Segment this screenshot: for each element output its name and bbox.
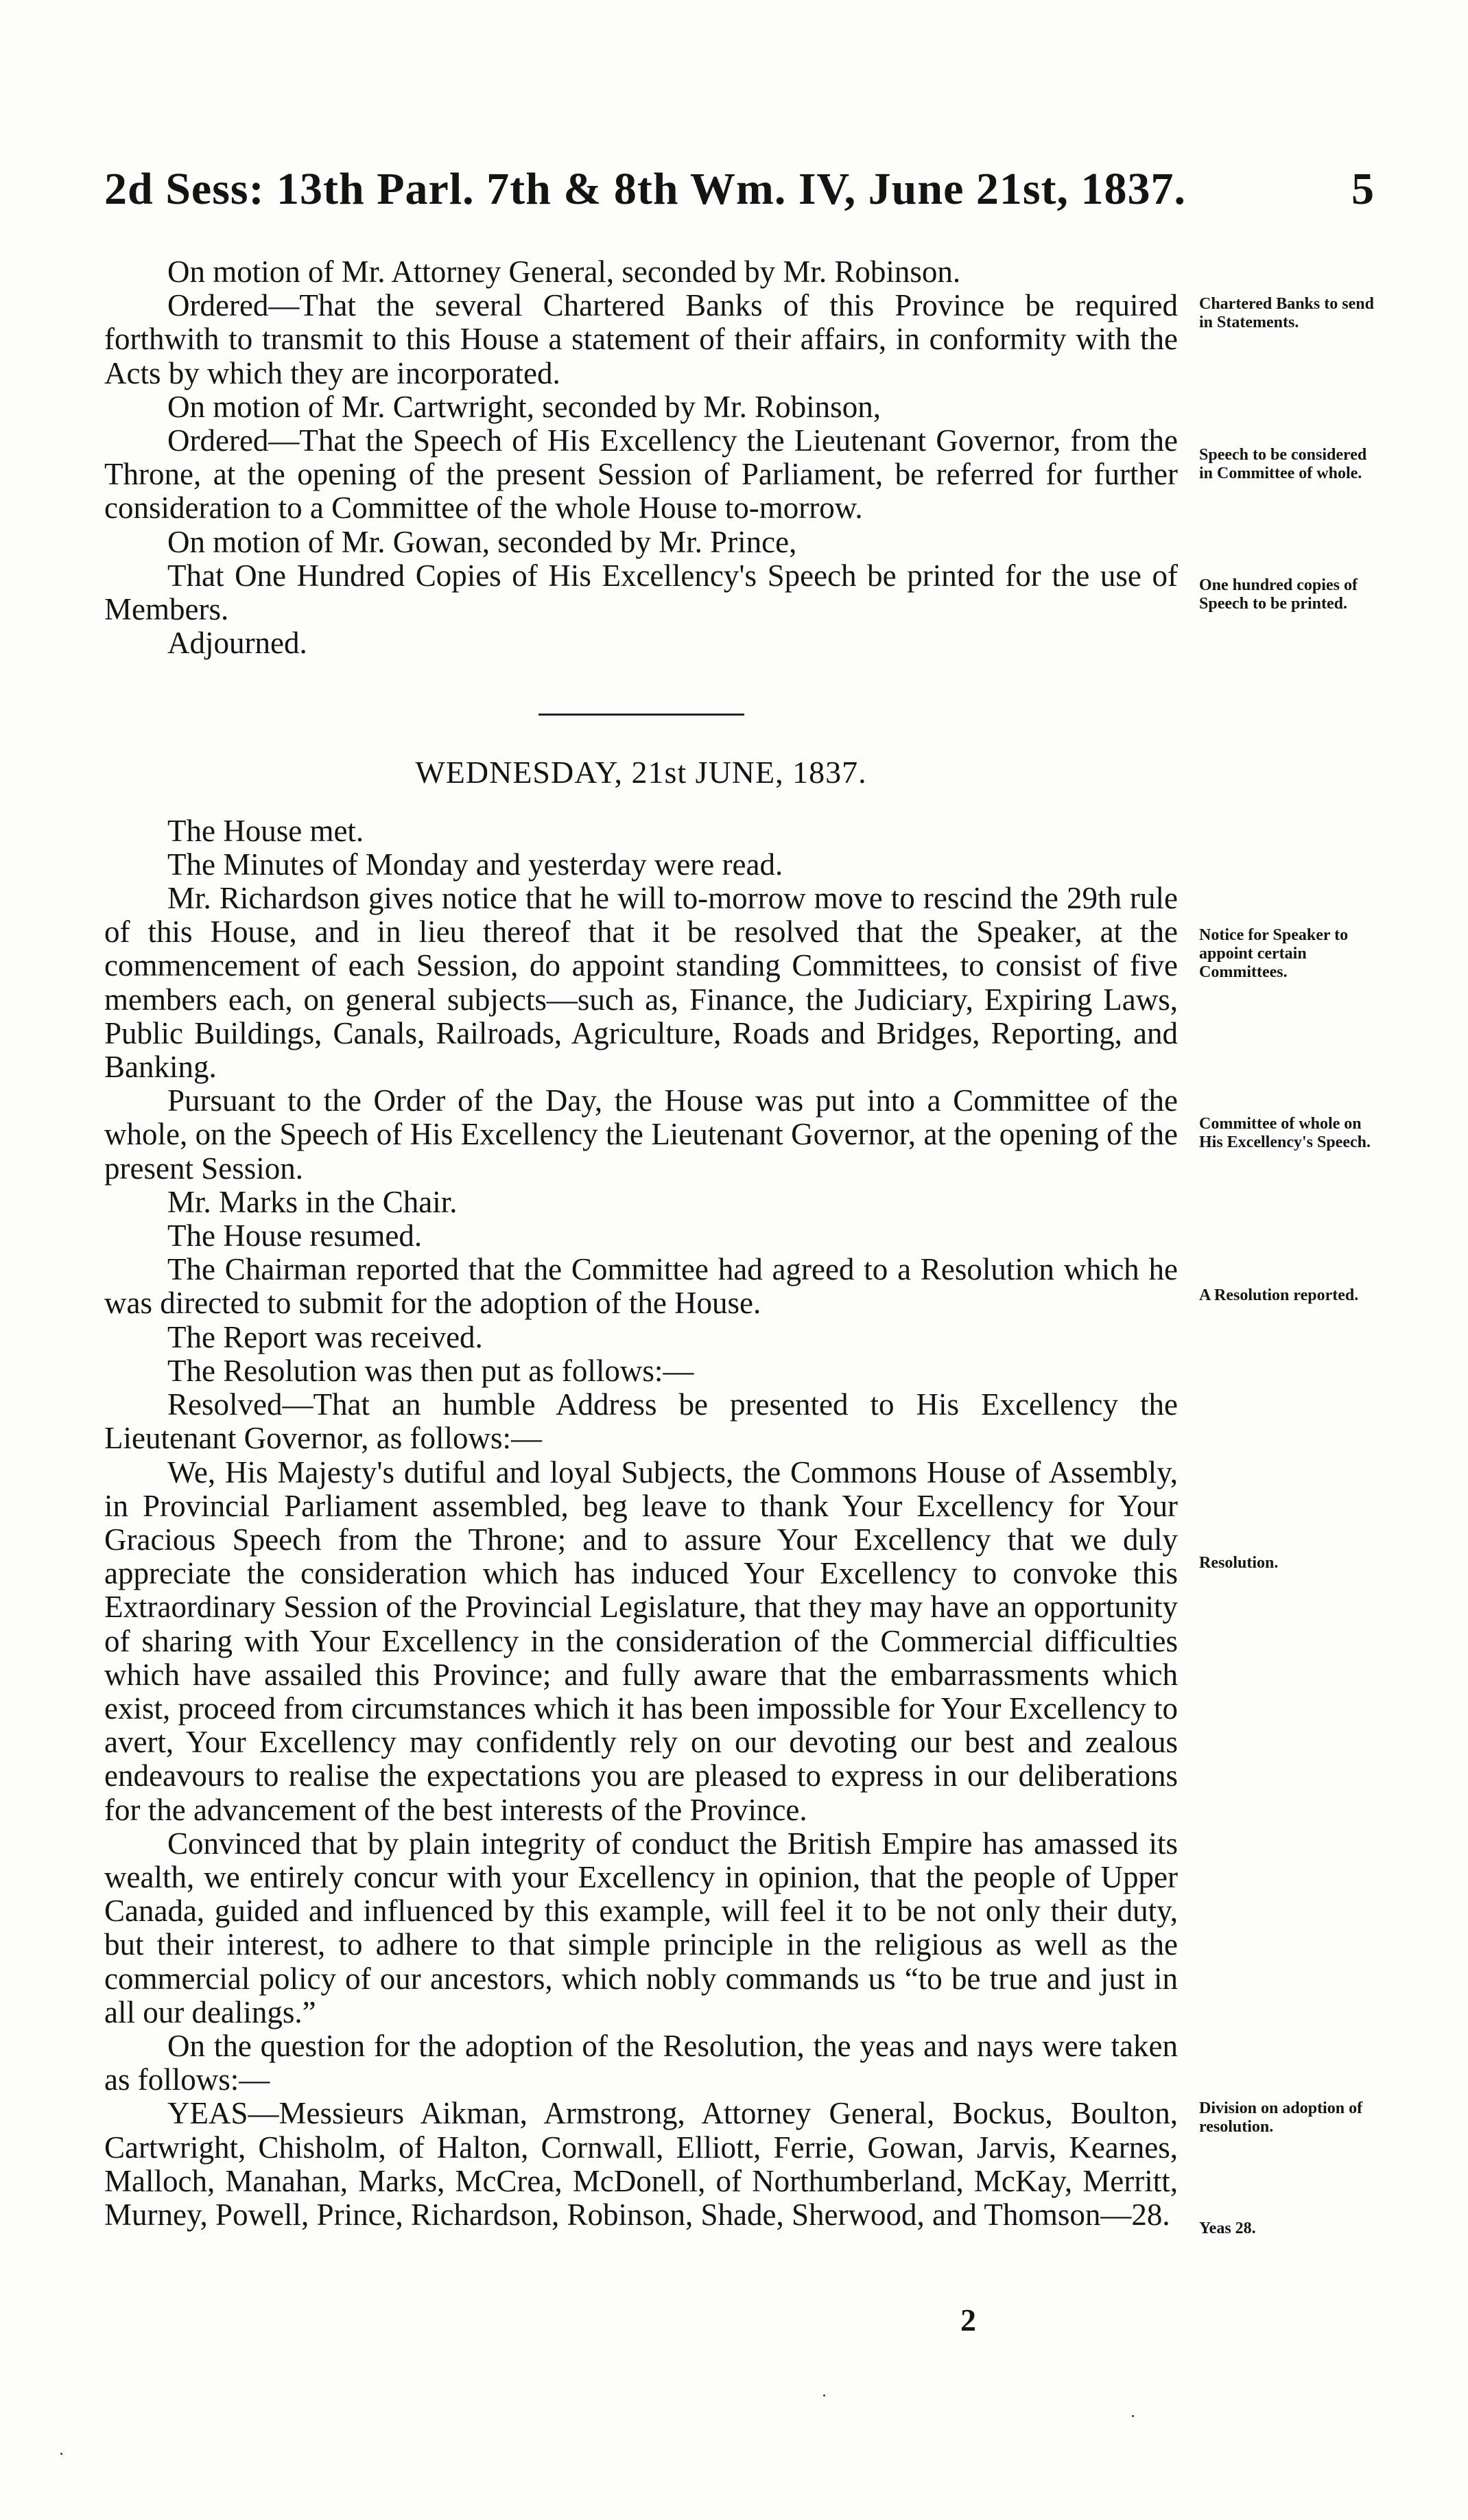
body-paragraph: The Chairman reported that the Committee had agreed to a Resolution which he was directed to submit for the adoption of the House. — [104, 1252, 1178, 1321]
margin-note: Yeas 28. — [1199, 2219, 1256, 2237]
margin-note: Resolution. — [1199, 1554, 1279, 1572]
header-title: 2d Sess: 13th Parl. 7th & 8th Wm. IV, June 21st, 1837. — [104, 164, 1187, 214]
margin-note: Committee of whole on His Excellency's Speech. — [1199, 1115, 1371, 1151]
margin-note: Chartered Banks to send in Statements. — [1199, 295, 1374, 331]
signature-mark: 2 — [960, 2303, 976, 2338]
order-paragraph: Ordered—That the several Chartered Banks of this Province be required forthwith to transmit to this House a statement of their affairs, in conformity with the Acts by which they are incorporated. — [104, 288, 1178, 390]
adjourned-line: Adjourned. — [167, 626, 307, 661]
print-speck — [823, 2394, 825, 2397]
body-paragraph: The House met. — [167, 813, 364, 848]
margin-note: Speech to be considered in Committee of whole. — [1199, 446, 1367, 482]
order-paragraph: Ordered—That the Speech of His Excellency the Lieutenant Governor, from the Throne, at the opening of the present Session of Parliament, be referred for further consideration to a Committee of the whole House to-morrow. — [104, 423, 1178, 526]
body-paragraph: Mr. Marks in the Chair. — [167, 1184, 458, 1219]
body-paragraph: The House resumed. — [167, 1218, 423, 1253]
journal-body — [104, 255, 1178, 2232]
yeas-paragraph: YEAS—Messieurs Aikman, Armstrong, Attorney General, Bockus, Boulton, Cartwright, Chisholm, of Halton, Cornwall, Elliott, Ferrie, Gowan, Jarvis, Kearnes, Malloch, Manahan, Marks, McCrea, McDonell, of Northumberland, McKay, Merritt, Murney, Powell, Prince, Richardson, Robinson, Shade, Sherwood, and Thomson—28. — [104, 2096, 1178, 2232]
resolved-paragraph: Resolved—That an humble Address be presented to His Excellency the Lieutenant Governor, as follows:— — [104, 1387, 1178, 1456]
running-header — [104, 163, 1375, 225]
page-number: 5 — [1351, 164, 1375, 214]
body-paragraph: The Resolution was then put as follows:— — [167, 1353, 694, 1388]
margin-note: One hundred copies of Speech to be printed. — [1199, 576, 1358, 613]
dateline: WEDNESDAY, 21st JUNE, 1837. — [415, 755, 867, 790]
division-paragraph: On the question for the adoption of the Resolution, the yeas and nays were taken as follows:— — [104, 2028, 1178, 2097]
address-paragraph: Convinced that by plain integrity of conduct the British Empire has amassed its wealth, we entirely concur with your Excellency in opinion, that the people of Upper Canada, guided and influenced by this example, will feel it to be not only their duty, but their interest, to adhere to that simple principle in the religious as well as the commercial policy of our ancestors, which nobly commands us “to be true and just in all our dealings.” — [104, 1826, 1178, 2029]
body-paragraph: The Minutes of Monday and yesterday were read. — [167, 847, 783, 882]
body-paragraph: Pursuant to the Order of the Day, the House was put into a Committee of the whole, on the Speech of His Excellency the Lieutenant Governor, at the opening of the present Session. — [104, 1083, 1178, 1186]
section-divider — [538, 714, 744, 716]
resolution-paragraph: That One Hundred Copies of His Excellency's Speech be printed for the use of Members. — [104, 558, 1178, 627]
address-paragraph: We, His Majesty's dutiful and loyal Subjects, the Commons House of Assembly, in Provincial Parliament assembled, beg leave to thank Your Excellency for Your Gracious Speech from the Throne; and to assure Your Excellency that we duly appreciate the consideration which has induced Your Excellency to convoke this Extraordinary Session of the Provincial Legislature, that they may have an opportunity of sharing with Your Excellency in the consideration of the Commercial difficulties which have assailed this Province; and fully aware that the embarrassments which exist, proceed from circumstances which it has been impossible for Your Excellency to avert, Your Excellency may confidently rely on our devoting our best and zealous endeavours to realise the expectations you are pleased to express in our deliberations for the advancement of the best interests of the Province. — [104, 1455, 1178, 1827]
motion-paragraph: On motion of Mr. Attorney General, seconded by Mr. Robinson. — [167, 255, 961, 289]
margin-note: Notice for Speaker to appoint certain Committees. — [1199, 926, 1349, 981]
body-paragraph: Mr. Richardson gives notice that he will to-morrow move to rescind the 29th rule of this House, and in lieu thereof that it be resolved that the Speaker, at the commencement of each Session, do appoint standing Committees, to consist of five members each, on general subjects—such as, Finance, the Judiciary, Expiring Laws, Public Buildings, Canals, Railroads, Agriculture, Roads and Bridges, Reporting, and Banking. — [104, 881, 1178, 1085]
motion-paragraph: On motion of Mr. Gowan, seconded by Mr. Prince, — [167, 524, 797, 559]
motion-paragraph: On motion of Mr. Cartwright, seconded by Mr. Robinson, — [167, 389, 881, 424]
margin-note: A Resolution reported. — [1199, 1286, 1359, 1304]
margin-note: Division on adoption of resolution. — [1199, 2099, 1363, 2136]
print-speck — [60, 2453, 62, 2455]
body-paragraph: The Report was received. — [167, 1319, 483, 1354]
print-speck — [1132, 2415, 1134, 2417]
